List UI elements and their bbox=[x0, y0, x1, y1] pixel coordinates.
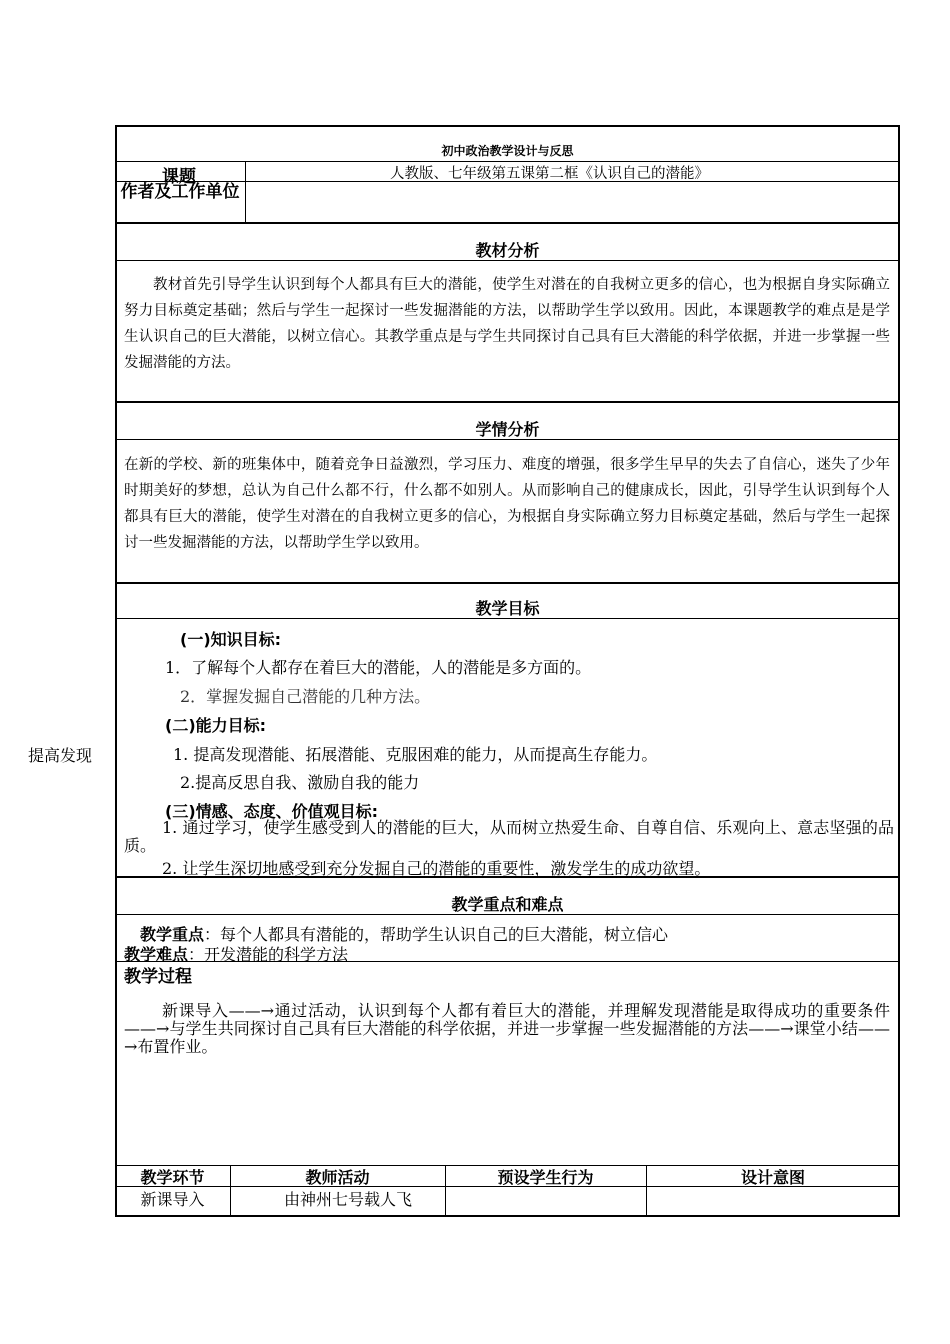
topic-value: 人教版、七年级第五课第二框《认识自己的潜能》 bbox=[390, 166, 709, 182]
table-row-stage: 新课导入 bbox=[140, 1190, 205, 1209]
teaching-difficulty-label: 教学难点 bbox=[124, 945, 189, 964]
teaching-focus-text: ：每个人都具有潜能的，帮助学生认识自己的巨大潜能，树立信心 bbox=[204, 925, 669, 944]
material-analysis-text: 教材首先引导学生认识到每个人都具有巨大的潜能，使学生对潜在的自我树立更多的信心，也为根据自身实际确立努力目标奠定基础；然后与学生一起探讨一些发掘潜能的方法，以帮助学生学以致用。因此，本课题教学的难点是是学生认识自己的巨大潜能，以树立信心。其教学重点是与学生共同探讨自己具有巨大潜能的科学依据，并进一步掌握一些发掘潜能的方法。 bbox=[124, 277, 890, 371]
document-title: 初中政治教学设计与反思 bbox=[441, 144, 574, 158]
ability-goal-2: 2.提高反思自我、激励自我的能力 bbox=[180, 773, 420, 792]
emotion-goal-2: 2. 让学生深切地感受到充分发掘自己的潜能的重要性，激发学生的成功欲望。 bbox=[162, 859, 711, 878]
topic-label: 课题 bbox=[162, 167, 196, 187]
table-header-teacher: 教师活动 bbox=[305, 1168, 370, 1187]
knowledge-goal-2: 2．掌握发掘自己潜能的几种方法。 bbox=[180, 687, 431, 706]
teaching-focus-label: 教学重点 bbox=[140, 925, 205, 944]
teaching-difficulty-text: ：开发潜能的科学方法 bbox=[188, 945, 349, 964]
table-header-stage: 教学环节 bbox=[140, 1168, 205, 1187]
ability-goal-1: 1. 提高发现潜能、拓展潜能、克服困难的能力，从而提高生存能力。 bbox=[173, 745, 658, 764]
ability-goals-heading: (二)能力目标: bbox=[165, 716, 267, 735]
knowledge-goal-1: 1．了解每个人都存在着巨大的潜能，人的潜能是多方面的。 bbox=[165, 658, 592, 677]
author-label: 作者及工作单位 bbox=[120, 182, 240, 202]
teaching-process-text: 新课导入——→通过活动，认识到每个人都有着巨大的潜能，并理解发现潜能是取得成功的重要条件——→与学生共同探讨自己具有巨大潜能的科学依据，并进一步掌握一些发掘潜能的方法——→课堂小结——→布置作业。 bbox=[124, 1001, 890, 1056]
teaching-goals-title: 教学目标 bbox=[475, 599, 540, 618]
knowledge-goals-heading: (一)知识目标: bbox=[180, 630, 282, 649]
emotion-goal-1: 1. 通过学习，使学生感受到人的潜能的巨大，从而树立热爱生命、自尊自信、乐观向上、意志坚强的品质。 bbox=[124, 818, 894, 855]
table-header-intent: 设计意图 bbox=[740, 1168, 805, 1187]
table-header-student: 预设学生行为 bbox=[497, 1168, 594, 1187]
emotion-goals-heading: (三)情感、态度、价值观目标: bbox=[165, 802, 379, 821]
student-analysis-title: 学情分析 bbox=[475, 420, 540, 439]
material-analysis-title: 教材分析 bbox=[475, 241, 540, 260]
teaching-process-title: 教学过程 bbox=[124, 967, 192, 987]
table-row-teacher: 由神州七号载人飞 bbox=[284, 1190, 413, 1209]
key-points-title: 教学重点和难点 bbox=[451, 895, 564, 914]
side-note: 提高发现 bbox=[28, 746, 93, 765]
student-analysis-text: 在新的学校、新的班集体中，随着竞争日益激烈，学习压力、难度的增强，很多学生早早的失去了自信心，迷失了少年时期美好的梦想，总认为自己什么都不行，什么都不如别人。从而影响自己的健康成长，因此，引导学生认识到每个人都具有巨大的潜能，使学生对潜在的自我树立更多的信心，为根据自身实际确立努力目标奠定基础，然后与学生一起探讨一些发掘潜能的方法，以帮助学生学以致用。 bbox=[124, 457, 890, 551]
